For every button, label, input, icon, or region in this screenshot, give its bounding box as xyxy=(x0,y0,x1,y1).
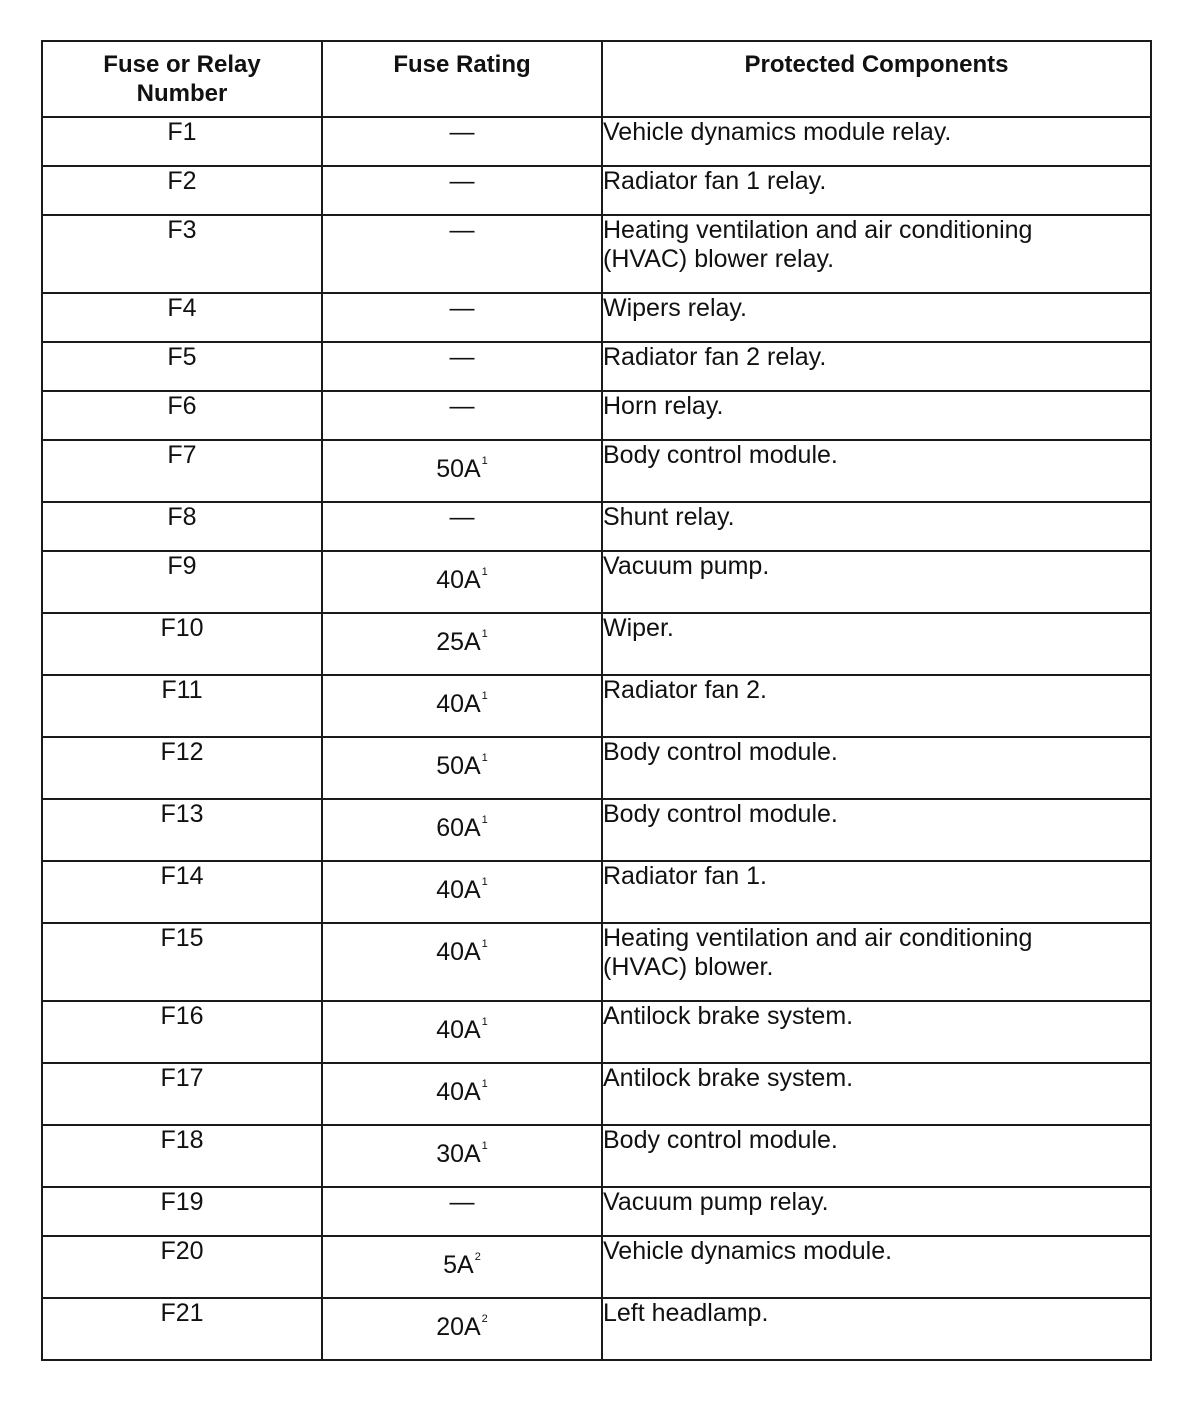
table-row xyxy=(42,923,1151,1001)
fuse-rating xyxy=(322,923,602,1001)
table-row xyxy=(42,1063,1151,1125)
rating-value: 40A xyxy=(436,1016,481,1044)
table-row xyxy=(42,675,1151,737)
rating-value: 40A xyxy=(436,690,481,718)
protected-components: Heating ventilation and air conditioning (HVAC) blower relay. xyxy=(602,215,1151,293)
fuse-rating xyxy=(322,342,602,391)
fuse-number: F21 xyxy=(42,1298,322,1360)
rating-value: — xyxy=(449,167,475,195)
protected-components: Antilock brake system. xyxy=(602,1063,1151,1125)
fuse-number: F17 xyxy=(42,1063,322,1125)
fuse-rating xyxy=(322,799,602,861)
protected-components: Vacuum pump relay. xyxy=(602,1187,1151,1236)
fuse-number: F14 xyxy=(42,861,322,923)
rating-value: 50A xyxy=(436,455,481,483)
fuse-rating xyxy=(322,1187,602,1236)
fuse-number: F15 xyxy=(42,923,322,1001)
table-row xyxy=(42,117,1151,166)
fuse-number: F12 xyxy=(42,737,322,799)
protected-components: Body control module. xyxy=(602,737,1151,799)
fuse-rating xyxy=(322,1001,602,1063)
rating-value: 40A xyxy=(436,938,481,966)
fuse-number: F7 xyxy=(42,440,322,502)
footnote-marker: 2 xyxy=(474,1251,481,1263)
table-row xyxy=(42,391,1151,440)
table-row xyxy=(42,166,1151,215)
header-fuse-rating: Fuse Rating xyxy=(322,41,602,117)
protected-components: Radiator fan 2. xyxy=(602,675,1151,737)
fuse-rating xyxy=(322,1298,602,1360)
fuse-number: F13 xyxy=(42,799,322,861)
table-row xyxy=(42,1001,1151,1063)
header-protected-components: Protected Components xyxy=(602,41,1151,117)
fuse-rating xyxy=(322,440,602,502)
protected-components: Shunt relay. xyxy=(602,502,1151,551)
fuse-rating xyxy=(322,1236,602,1298)
fuse-number: F20 xyxy=(42,1236,322,1298)
footnote-marker: 1 xyxy=(481,1016,488,1028)
table-row xyxy=(42,440,1151,502)
fuse-number: F4 xyxy=(42,293,322,342)
rating-value: 50A xyxy=(436,752,481,780)
fuse-rating xyxy=(322,1125,602,1187)
table-header-row xyxy=(42,41,1151,117)
rating-value: — xyxy=(449,118,475,146)
fuse-rating xyxy=(322,613,602,675)
table-row xyxy=(42,342,1151,391)
fuse-rating xyxy=(322,391,602,440)
fuse-number: F2 xyxy=(42,166,322,215)
protected-components: Vehicle dynamics module relay. xyxy=(602,117,1151,166)
rating-value: 20A xyxy=(436,1313,481,1341)
footnote-marker: 1 xyxy=(481,752,488,764)
rating-value: — xyxy=(449,294,475,322)
table-row xyxy=(42,1236,1151,1298)
table-row xyxy=(42,1298,1151,1360)
fuse-rating xyxy=(322,293,602,342)
rating-value: 60A xyxy=(436,814,481,842)
fuse-rating xyxy=(322,166,602,215)
protected-components: Radiator fan 1 relay. xyxy=(602,166,1151,215)
rating-value: 25A xyxy=(436,628,481,656)
fuse-number: F3 xyxy=(42,215,322,293)
fuse-rating xyxy=(322,502,602,551)
protected-components: Horn relay. xyxy=(602,391,1151,440)
table-row xyxy=(42,799,1151,861)
fuse-number: F11 xyxy=(42,675,322,737)
fuse-rating xyxy=(322,117,602,166)
fuse-table xyxy=(41,40,1152,1361)
fuse-rating xyxy=(322,675,602,737)
table-row xyxy=(42,1125,1151,1187)
table-row xyxy=(42,502,1151,551)
table-row xyxy=(42,293,1151,342)
protected-components: Wiper. xyxy=(602,613,1151,675)
fuse-number: F8 xyxy=(42,502,322,551)
table-row xyxy=(42,613,1151,675)
rating-value: 40A xyxy=(436,566,481,594)
fuse-number: F10 xyxy=(42,613,322,675)
footnote-marker: 2 xyxy=(481,1313,488,1325)
protected-components: Antilock brake system. xyxy=(602,1001,1151,1063)
fuse-number: F1 xyxy=(42,117,322,166)
fuse-number: F6 xyxy=(42,391,322,440)
fuse-rating xyxy=(322,737,602,799)
table-row xyxy=(42,215,1151,293)
footnote-marker: 1 xyxy=(481,876,488,888)
rating-value: 30A xyxy=(436,1140,481,1168)
rating-value: — xyxy=(449,392,475,420)
rating-value: 5A xyxy=(443,1251,474,1279)
rating-value: — xyxy=(449,343,475,371)
rating-value: — xyxy=(449,216,475,244)
footnote-marker: 1 xyxy=(481,1140,488,1152)
fuse-number: F5 xyxy=(42,342,322,391)
table-row xyxy=(42,551,1151,613)
rating-value: 40A xyxy=(436,1078,481,1106)
protected-components: Radiator fan 1. xyxy=(602,861,1151,923)
protected-components: Body control module. xyxy=(602,799,1151,861)
footnote-marker: 1 xyxy=(481,628,488,640)
table-row xyxy=(42,861,1151,923)
footnote-marker: 1 xyxy=(481,938,488,950)
fuse-rating xyxy=(322,215,602,293)
footnote-marker: 1 xyxy=(481,1078,488,1090)
protected-components: Radiator fan 2 relay. xyxy=(602,342,1151,391)
footnote-marker: 1 xyxy=(481,566,488,578)
footnote-marker: 1 xyxy=(481,690,488,702)
fuse-rating xyxy=(322,861,602,923)
fuse-number: F19 xyxy=(42,1187,322,1236)
protected-components: Body control module. xyxy=(602,440,1151,502)
footnote-marker: 1 xyxy=(481,455,488,467)
fuse-rating xyxy=(322,1063,602,1125)
rating-value: — xyxy=(449,503,475,531)
rating-value: 40A xyxy=(436,876,481,904)
protected-components: Vacuum pump. xyxy=(602,551,1151,613)
protected-components: Left headlamp. xyxy=(602,1298,1151,1360)
fuse-rating xyxy=(322,551,602,613)
protected-components: Heating ventilation and air conditioning (HVAC) blower. xyxy=(602,923,1151,1001)
fuse-number: F16 xyxy=(42,1001,322,1063)
header-fuse-number: Fuse or Relay Number xyxy=(42,41,322,117)
protected-components: Wipers relay. xyxy=(602,293,1151,342)
fuse-number: F9 xyxy=(42,551,322,613)
fuse-number: F18 xyxy=(42,1125,322,1187)
rating-value: — xyxy=(449,1188,475,1216)
footnote-marker: 1 xyxy=(481,814,488,826)
table-row xyxy=(42,737,1151,799)
protected-components: Body control module. xyxy=(602,1125,1151,1187)
protected-components: Vehicle dynamics module. xyxy=(602,1236,1151,1298)
table-row xyxy=(42,1187,1151,1236)
